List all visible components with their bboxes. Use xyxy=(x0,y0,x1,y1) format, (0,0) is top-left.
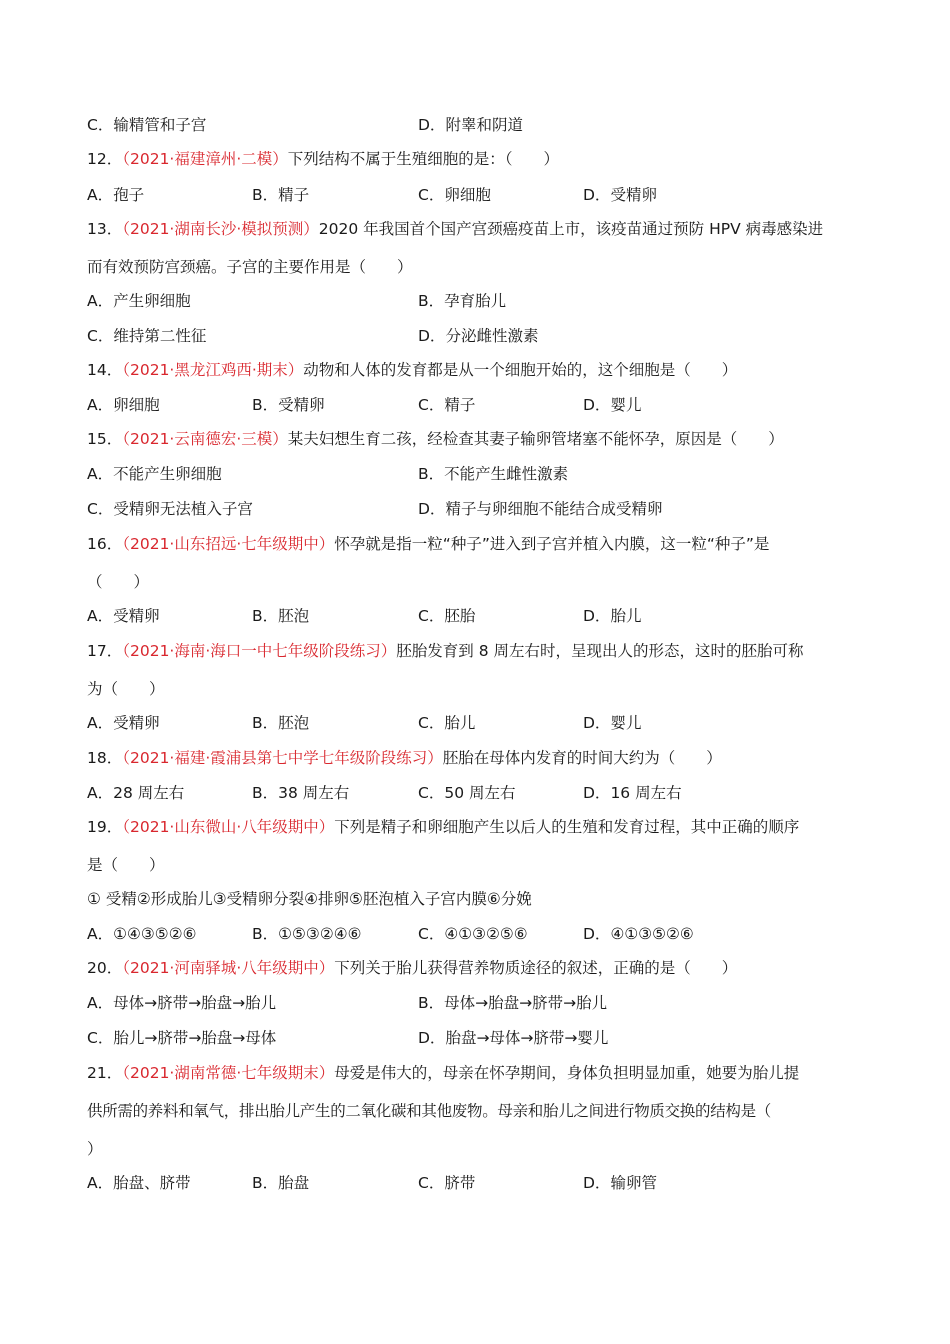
question-source: （2021·云南德宏·三模） xyxy=(122,430,288,448)
option-d: D．附睾和阴道 xyxy=(418,116,523,134)
option-c: C．输精管和子宫 xyxy=(87,116,207,134)
option-c: C．胚胎 xyxy=(418,607,476,625)
question-source: （2021·福建漳州·二模） xyxy=(122,150,288,168)
question-14-stem: 14．（2021·黑龙江鸡西·期末）动物和人体的发育都是从一个细胞开始的，这个细胞是（ ） xyxy=(87,361,738,379)
option-d: D．④①③⑤②⑥ xyxy=(583,925,694,943)
question-17-stem: 17．（2021·海南·海口一中七年级阶段练习）胚胎发育到 8 周左右时，呈现出人的形态，这时的胚胎可称 xyxy=(87,642,804,660)
option-d: D．精子与卵细胞不能结合成受精卵 xyxy=(418,500,663,518)
option-a: A．胎盘、脐带 xyxy=(87,1174,191,1192)
option-a: A．受精卵 xyxy=(87,714,160,732)
question-19-stem-line2: 是（ ） xyxy=(87,856,165,874)
question-source: （2021·湖南长沙·模拟预测） xyxy=(122,220,319,238)
option-a: A．卵细胞 xyxy=(87,396,160,414)
question-21-stem-line3: ） xyxy=(87,1140,103,1158)
option-a: A．①④③⑤②⑥ xyxy=(87,925,197,943)
question-19-stem: 19．（2021·山东微山·八年级期中）下列是精子和卵细胞产生以后人的生殖和发育过程，其中正确的顺序 xyxy=(87,818,800,836)
question-18-stem: 18．（2021·福建·霞浦县第七中学七年级阶段练习）胚胎在母体内发育的时间大约为（ ） xyxy=(87,749,722,767)
question-20-stem: 20．（2021·河南驿城·八年级期中）下列关于胎儿获得营养物质途径的叙述，正确的是（ ） xyxy=(87,959,738,977)
question-17-stem-line2: 为（ ） xyxy=(87,680,165,698)
question-source: （2021·黑龙江鸡西·期末） xyxy=(122,361,304,379)
question-source: （2021·海南·海口一中七年级阶段练习） xyxy=(122,642,397,660)
option-b: B．①⑤③②④⑥ xyxy=(252,925,362,943)
option-c: C．胎儿 xyxy=(418,714,476,732)
option-b: B．胚泡 xyxy=(252,714,310,732)
option-a: A．受精卵 xyxy=(87,607,160,625)
option-d: D．分泌雌性激素 xyxy=(418,327,539,345)
question-source: （2021·山东微山·八年级期中） xyxy=(122,818,335,836)
option-c: C．④①③②⑤⑥ xyxy=(418,925,528,943)
question-13-stem-line2: 而有效预防宫颈癌。子宫的主要作用是（ ） xyxy=(87,258,413,276)
option-b: B．母体→胎盘→脐带→胎儿 xyxy=(418,994,608,1012)
question-21-stem: 21．（2021·湖南常德·七年级期末）母爱是伟大的，母亲在怀孕期间，身体负担明显加重，她要为胎儿提 xyxy=(87,1064,800,1082)
question-source: （2021·湖南常德·七年级期末） xyxy=(122,1064,335,1082)
option-b: B．38 周左右 xyxy=(252,784,350,802)
option-c: C．维持第二性征 xyxy=(87,327,207,345)
question-source: （2021·福建·霞浦县第七中学七年级阶段练习） xyxy=(122,749,443,767)
option-c: C．50 周左右 xyxy=(418,784,516,802)
option-b: B．受精卵 xyxy=(252,396,325,414)
option-d: D．婴儿 xyxy=(583,396,642,414)
question-12-stem: 12．（2021·福建漳州·二模）下列结构不属于生殖细胞的是：（ ） xyxy=(87,150,560,168)
option-a: A．孢子 xyxy=(87,186,145,204)
option-c: C．胎儿→脐带→胎盘→母体 xyxy=(87,1029,277,1047)
option-d: D．胎儿 xyxy=(583,607,642,625)
question-21-stem-line2: 供所需的养料和氧气，排出胎儿产生的二氧化碳和其他废物。母亲和胎儿之间进行物质交换的结构是（ xyxy=(87,1102,772,1120)
option-d: D．受精卵 xyxy=(583,186,657,204)
option-d: D．婴儿 xyxy=(583,714,642,732)
option-b: B．不能产生雌性激素 xyxy=(418,465,569,483)
option-d: D．输卵管 xyxy=(583,1174,657,1192)
question-source: （2021·山东招远·七年级期中） xyxy=(122,535,335,553)
question-16-stem-line2: （ ） xyxy=(87,573,150,591)
question-16-stem: 16．（2021·山东招远·七年级期中）怀孕就是指一粒“种子”进入到子宫并植入内膜，这一粒“种子”是 xyxy=(87,535,770,553)
option-c: C．精子 xyxy=(418,396,476,414)
option-b: B．精子 xyxy=(252,186,310,204)
option-a: A．母体→脐带→胎盘→胎儿 xyxy=(87,994,277,1012)
option-a: A．产生卵细胞 xyxy=(87,292,191,310)
option-a: A．28 周左右 xyxy=(87,784,185,802)
question-15-stem: 15．（2021·云南德宏·三模）某夫妇想生育二孩，经检查其妻子输卵管堵塞不能怀孕，原因是（ ） xyxy=(87,430,784,448)
option-c: C．卵细胞 xyxy=(418,186,491,204)
option-b: B．胎盘 xyxy=(252,1174,310,1192)
option-c: C．受精卵无法植入子宫 xyxy=(87,500,253,518)
question-19-sequence: ① 受精②形成胎儿③受精卵分裂④排卵⑤胚泡植入子宫内膜⑥分娩 xyxy=(87,890,532,908)
option-d: D．16 周左右 xyxy=(583,784,682,802)
question-source: （2021·河南驿城·八年级期中） xyxy=(122,959,335,977)
option-a: A．不能产生卵细胞 xyxy=(87,465,222,483)
option-d: D．胎盘→母体→脐带→婴儿 xyxy=(418,1029,609,1047)
option-b: B．胚泡 xyxy=(252,607,310,625)
option-c: C．脐带 xyxy=(418,1174,476,1192)
option-b: B．孕育胎儿 xyxy=(418,292,507,310)
question-13-stem: 13．（2021·湖南长沙·模拟预测）2020 年我国首个国产宫颈癌疫苗上市，该疫苗通过预防 HPV 病毒感染进 xyxy=(87,220,824,238)
